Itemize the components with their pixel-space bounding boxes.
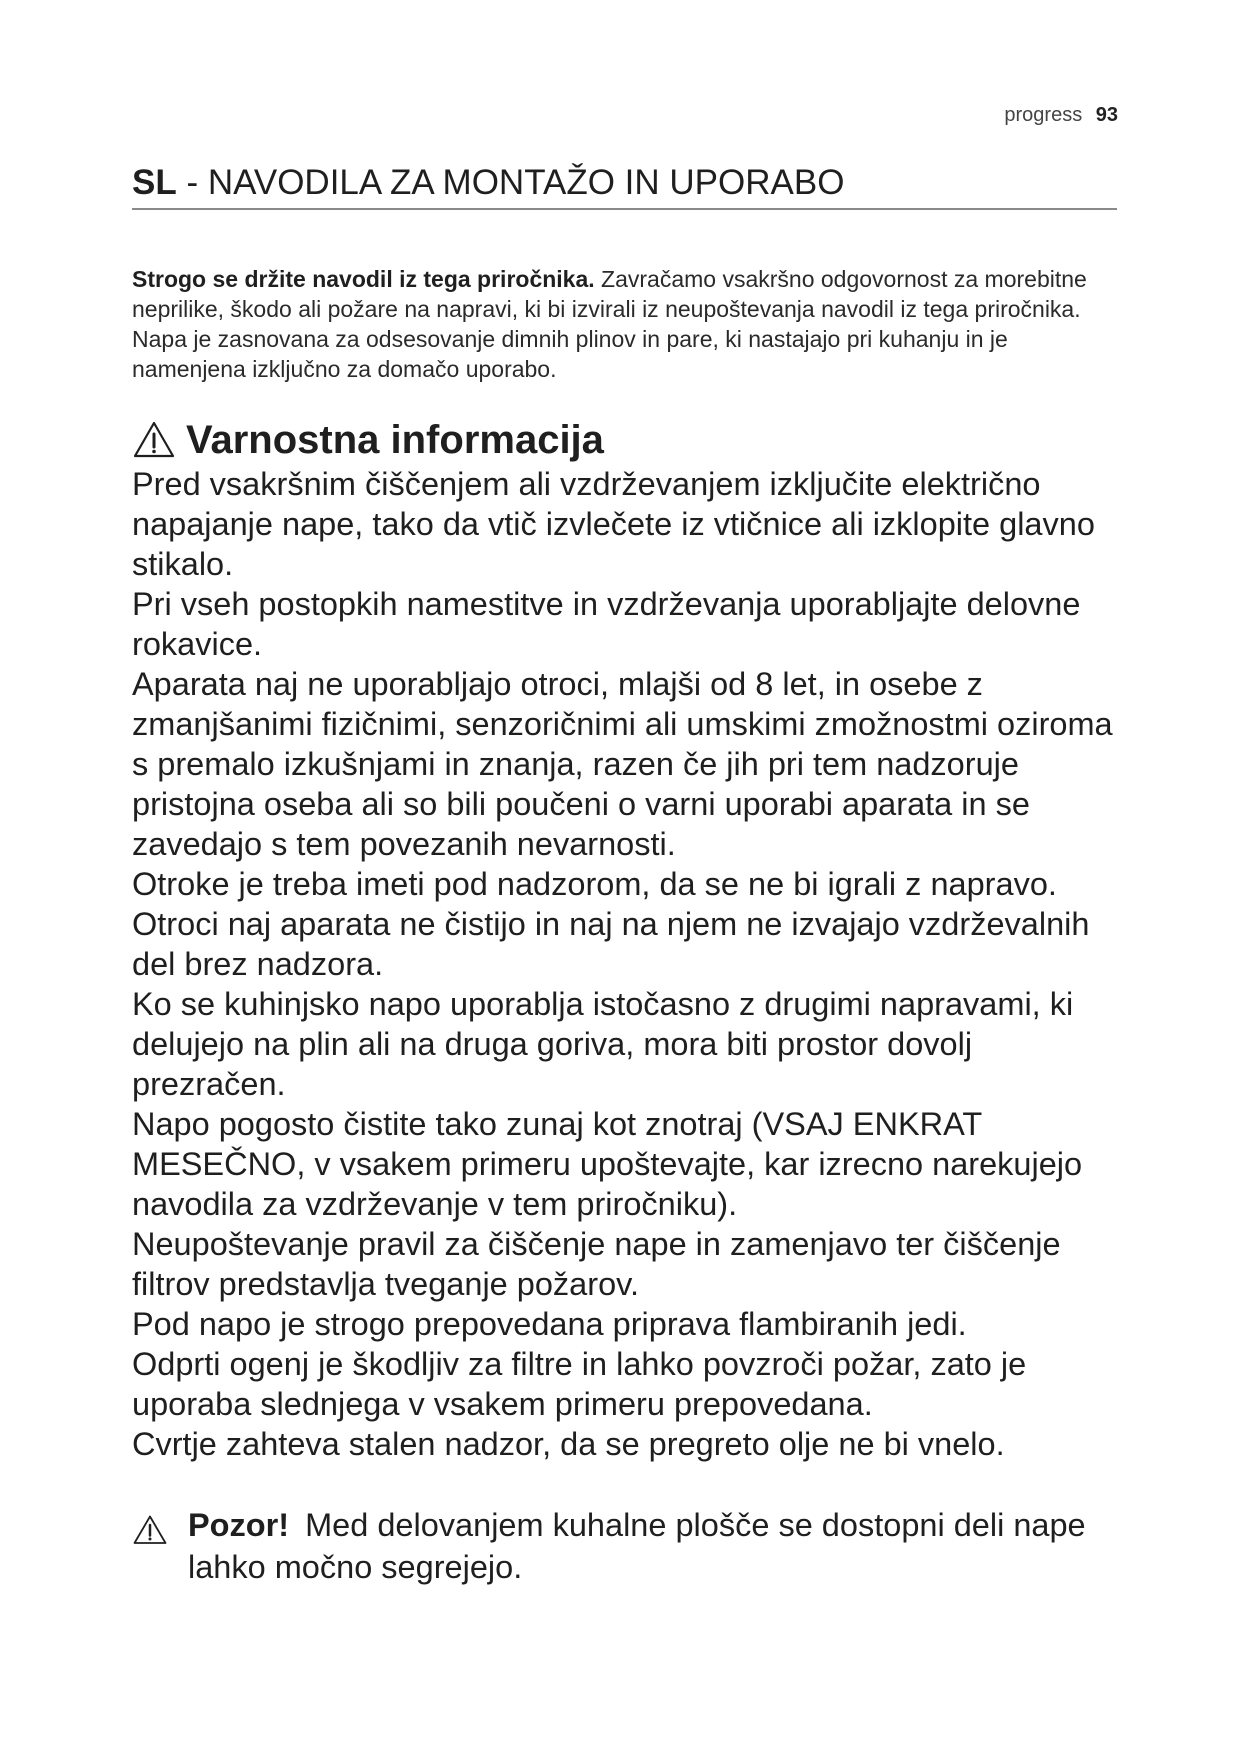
caution-label: Pozor! bbox=[188, 1507, 290, 1543]
safety-paragraph: Pod napo je strogo prepovedana priprava flambiranih jedi. bbox=[132, 1306, 967, 1342]
brand-name: progress bbox=[1004, 104, 1083, 126]
safety-paragraph: Pred vsakršnim čiščenjem ali vzdrževanjem izključite električno napajanje nape, tako da vtič izvlečete iz vtičnice ali izklopite glavno stikalo. bbox=[132, 466, 1095, 582]
safety-paragraph: Otroci naj aparata ne čistijo in naj na njem ne izvajajo vzdrževalnih del brez nadzora. bbox=[132, 906, 1090, 982]
caution-text: Med delovanjem kuhalne plošče se dostopni deli nape lahko močno segrejejo. bbox=[188, 1507, 1086, 1585]
safety-paragraph: Otroke je treba imeti pod nadzorom, da se ne bi igrali z napravo. bbox=[132, 866, 1057, 902]
safety-heading-text: Varnostna informacija bbox=[186, 418, 604, 462]
safety-paragraph: Cvrtje zahteva stalen nadzor, da se pregreto olje ne bi vnelo. bbox=[132, 1426, 1005, 1462]
safety-paragraph: Ko se kuhinjsko napo uporablja istočasno z drugimi napravami, ki delujejo na plin ali na druga goriva, mora biti prostor dovolj prezračen. bbox=[132, 986, 1074, 1102]
safety-body bbox=[132, 464, 1117, 1464]
safety-heading bbox=[132, 416, 604, 464]
warning-triangle-icon bbox=[132, 420, 176, 460]
page-header bbox=[1004, 104, 1118, 127]
title-text: - NAVODILA ZA MONTAŽO IN UPORABO bbox=[176, 163, 845, 202]
page-number: 93 bbox=[1095, 104, 1118, 126]
language-code: SL bbox=[132, 163, 177, 202]
safety-paragraph: Pri vseh postopkih namestitve in vzdrževanja uporabljajte delovne rokavice. bbox=[132, 586, 1081, 662]
safety-paragraph: Odprti ogenj je škodljiv za filtre in lahko povzroči požar, zato je uporaba slednjega v vsakem primeru prepovedana. bbox=[132, 1346, 1027, 1422]
intro-bold-lead: Strogo se držite navodil iz tega priročnika. bbox=[132, 266, 595, 292]
caution-note bbox=[132, 1504, 1117, 1588]
safety-paragraph: Napo pogosto čistite tako zunaj kot znotraj (VSAJ ENKRAT MESEČNO, v vsakem primeru upoštevajte, kar izrecno narekujejo navodila za vzdrževanje v tem priročniku). bbox=[132, 1106, 1083, 1222]
caution-text-block bbox=[188, 1504, 1117, 1588]
intro-text: Zavračamo vsakršno odgovornost za morebitne neprilike, škodo ali požare na napravi, ki bi izvirali iz neupoštevanja navodil iz tega priročnika. Napa je zasnovana za odsesovanje dimnih plinov in pare, ki nastajajo pri kuhanju in je namenjena izključno za domačo uporabo. bbox=[132, 266, 1087, 382]
page-title bbox=[132, 162, 1117, 210]
intro-paragraph bbox=[132, 264, 1117, 384]
warning-triangle-icon bbox=[132, 1514, 168, 1546]
safety-paragraph: Aparata naj ne uporabljajo otroci, mlajši od 8 let, in osebe z zmanjšanimi fizičnimi, senzoričnimi ali umskimi zmožnostmi oziroma s premalo izkušnjami in znanja, razen če jih pri tem nadzoruje pristojna oseba ali so bili poučeni o varni uporabi aparata in se zavedajo s tem povezanih nevarnosti. bbox=[132, 666, 1113, 862]
safety-paragraph: Neupoštevanje pravil za čiščenje nape in zamenjavo ter čiščenje filtrov predstavlja tveganje požarov. bbox=[132, 1226, 1061, 1302]
